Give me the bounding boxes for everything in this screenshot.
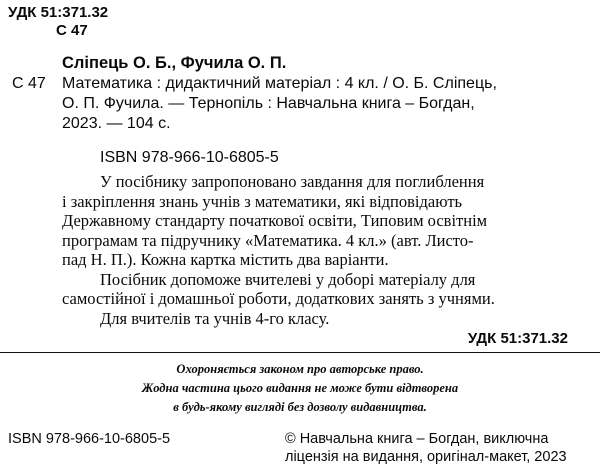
bibliographic-line: Математика : дидактичний матеріал : 4 кл. / О. Б. Сліпець, — [62, 75, 497, 92]
copyright-line: Охороняється законом про авторське право. — [176, 362, 424, 376]
annotation-line: У посібнику запропоновано завдання для поглиблення — [100, 172, 485, 191]
bibliographic-line: 2023. — 104 с. — [62, 115, 171, 132]
annotation-line: Для вчителів та учнів 4-го класу. — [100, 308, 330, 328]
publisher-copyright — [285, 430, 567, 466]
author-code-left: С 47 — [12, 75, 46, 92]
annotation-text — [62, 172, 582, 328]
isbn-footer: ISBN 978-966-10-6805-5 — [8, 431, 171, 447]
divider-rule — [0, 352, 600, 353]
authors-heading: Сліпець О. Б., Фучила О. П. — [62, 54, 287, 72]
publisher-line: © Навчальна книга – Богдан, виключна — [285, 431, 549, 447]
annotation-line: самостійної і домашньої роботи, додаткових занять з учнями. — [62, 289, 495, 308]
bibliographic-description — [62, 74, 497, 134]
copyright-line: в будь-якому вигляді без дозволу видавництва. — [173, 400, 427, 414]
bibliographic-line: О. П. Фучила. — Тернопіль : Навчальна книга – Богдан, — [62, 95, 475, 112]
isbn-main: ISBN 978-966-10-6805-5 — [100, 149, 279, 166]
publisher-line: ліцензія на видання, оригінал-макет, 2023 — [285, 449, 567, 465]
annotation-line: Державному стандарту початкової освіти, Типовим освітнім — [62, 211, 488, 230]
udk-code-bottom: УДК 51:371.32 — [467, 330, 568, 347]
copyright-line: Жодна частина цього видання не може бути відтворена — [141, 381, 459, 395]
annotation-line: і закріплення знань учнів з математики, які відповідають — [62, 191, 463, 211]
copyright-notice — [0, 360, 600, 417]
annotation-line: програмам та підручнику «Математика. 4 кл.» (авт. Листо- — [62, 230, 474, 250]
annotation-line: пад Н. П.). Кожна картка містить два варіанти. — [62, 250, 389, 269]
author-code-top: С 47 — [56, 22, 88, 39]
udk-code-top: УДК 51:371.32 — [8, 4, 109, 21]
annotation-line: Посібник допоможе вчителеві у доборі матеріалу для — [100, 269, 476, 289]
